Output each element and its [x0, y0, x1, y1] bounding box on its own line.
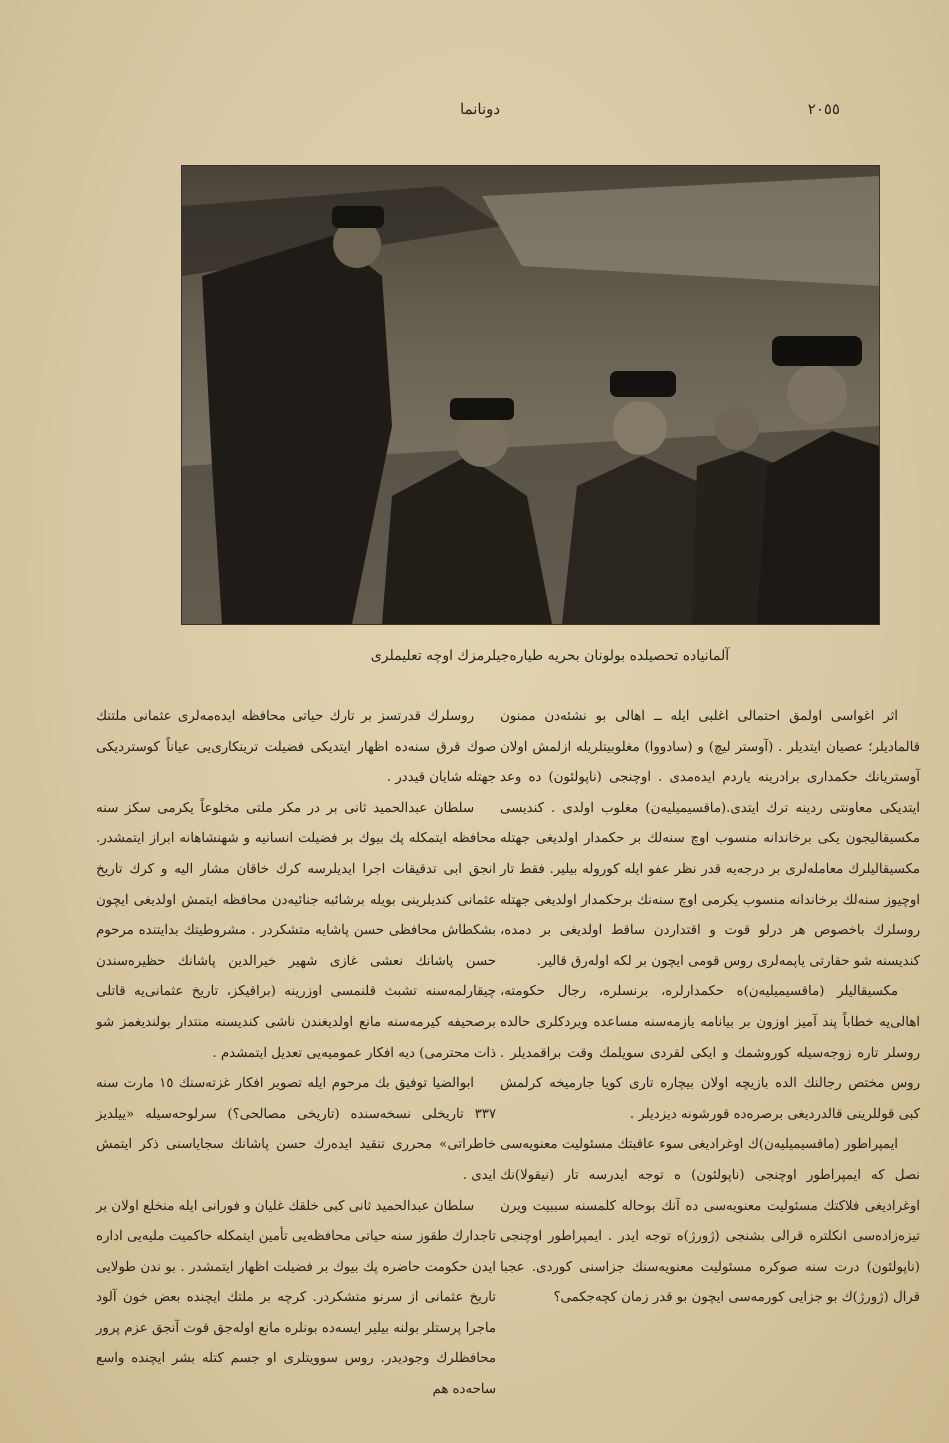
text-column-right [500, 702, 920, 1314]
paragraph: روسلرك قدرتسز بر تارك حیاتی محافظه ایده‌مه‌لری عثمانی ملتنك صوك قرق سنه‌ده اظهار ایتدیکی فضیلت ترینکاری‌یی عیاناً کوستردیکی جهتله شایان قیددر . [96, 709, 496, 786]
paragraph: اثر اغواسی اولمق احتمالی اغلبی ایله ــ اهالی بو نشئه‌دن ممنون قالمادیلر؛ عصیان ایتدیلر . (آوستر لیچ) و (سادووا) مغلوبیتلریله ازلمش اولان آوستریانك حکمداری برادرینه یاردم ایده‌مدی . اوچنجی (ناپولئون) ده وعد ایتدیکی معاونتی ردینه ترك ایتدی.(ماقسیمیلیه‌ن) مغلوب اولدی . کندیسی مکسیقالیجون یکی برخاندانه منسوب اوچ سنه‌لك بر حکمدار اولدیغی جهتله مکسیقالیلرك معامله‌لری بر درجه‌یه قدر نظر عفو ایله کوروله بیلیر. فقط تار اوچیوز سنه‌لك برخاندانه منسوب یکرمی اوچ سنه‌نك برحکمدار اولدیغی جهتله روسلرك باخصوص هر درلو قوت و اقتداردن ساقط اولدیغی بر دمده، کندیسنه شو حقارتی یاپمه‌لری روس قومی ایچون بر لکه اوله‌رق قالیر. [500, 709, 920, 969]
paragraph: سلطان عبدالحمید ثانی بر در مکر ملتی مخلوعاً یکرمی سکز سنه محافظه ایتمکله پك بیوك بر فضیلت انسانیه و شهنشاهانه ابراز ایتمشدر. انجق ابی تدقیقات اجرا ایدیلرسه کرك خاقان مشار الیه و کرك تاریخ عثمانی کندیلرینی بویله برشائبه جنائیه‌دن محافظه ایتمش اولدیغی ایچون بشکطاش محافظی حسن پاشایه متشکردر . مشروطیتك بدایتنده مرحوم حسن پاشانك نعشی غازی شهیر خیرالدین پاشانك حظیره‌سندن چیقارلمه‌سنه تشبث قلنمسی اوزرینه (براقیکز، تاریخ عثمانی‌یه قاتلی برصحیفه کیرمه‌سنه مانع اولدیغندن ناشی کندیسنه منتدار بولندیغمز شو ذات محترمی) دیه افکار عمومیه‌یی تعدیل ایتمشدم . [96, 800, 496, 1061]
paragraph: سلطان عبدالحمید ثانی کبی خلقك غلیان و فورانی ایله منخلع اولان بر تاجدارك طقوز سنه حیاتی محافظه‌یی تأمین ایتمکله حاکمیت ملیه‌یی اداره ایدن حکومت حاضره پك بیوك بر فضیلت اظهار ایتمشدر . بو ندن طولایی تاریخ عثمانی از سرنو متشکردر. کرچه بر ملتك ایچنده بعض خون آلود ماجرا پرستلر بولنه بیلیر ایسه‌ده بونلره مانع اوله‌جق قوت آنجق عزم پرور محافظلرك وجودیدر. روس سوویتلری او جسم کتله بشر ایچنده واسع ساحه‌ده هم [96, 1198, 496, 1398]
photo-illustration [182, 166, 879, 624]
aviators-photograph [182, 166, 879, 624]
photo-caption: آلمانياده تحصيلده بولونان بحريه طياره‌جيلرمزك اوچه تعليملری [370, 648, 730, 664]
running-head: دونانما [459, 100, 501, 118]
paragraph: مکسیقالیلر (ماقسیمیلیه‌ن)ه حکمدارلره، برنسلره، رجال حکومته، اهالی‌یه خطاباً پند آمیز اوزون بر بیانامه یازمه‌سنه مساعده ویردکلری حالده روسلر تاره زوجه‌سیله کوروشمك و ایکی لقردی سویلمك وقت براقمدیلر . روس مختص رجالنك الده بازیچه اولان بیچاره تاری کویا جارمیخه کرلمش کبی قوللرینی قالدردیغی برصره‌ده قورشونه دیزدیلر . [500, 984, 920, 1122]
paragraph: ابوالضیا توفیق بك مرحوم ایله تصویر افکار غزته‌سنك ١٥ مارت سنه ٣٣٧ تاریخلی نسخه‌سنده (تاریخی مصالحی؟) سرلوحه‌سیله «ییلدیز خاطراتی» محرری تنقید ایده‌رك حسن پاشانك سجایاسنی ذکر ایتمش ایدی . [96, 1076, 496, 1183]
paragraph: ایمپراطور (ماقسیمیلیه‌ن)ك اوغرادیغی سوء عاقبتك مسئولیت معنویه‌سی نصل که ایمپراطور اوچنجی (ناپولئون) ه توجه ایدرسه تار (نیقولا)نك اوغرادیغی فلاكتك مسئولیت معنویه‌سی ده آنك بوحاله کلمسنه سببیت ویرن تیزه‌زاده‌سی انکلتره قرالی بشنجی (ژورژ)ه توجه ایدر . ایمپراطور اوچنجی (ناپولئون) درت سنه صوکره مسئولیت معنویه‌سنك جزاسنی کوردی. عجبا قرال (ژورژ)ك بو جزایی کورمه‌سی ایچون بو قدر زمان کچه‌جکمی؟ [500, 1137, 920, 1306]
page-header [120, 100, 840, 124]
text-column-left [96, 702, 496, 1406]
page-number: ٢٠٥٥ [807, 100, 840, 118]
